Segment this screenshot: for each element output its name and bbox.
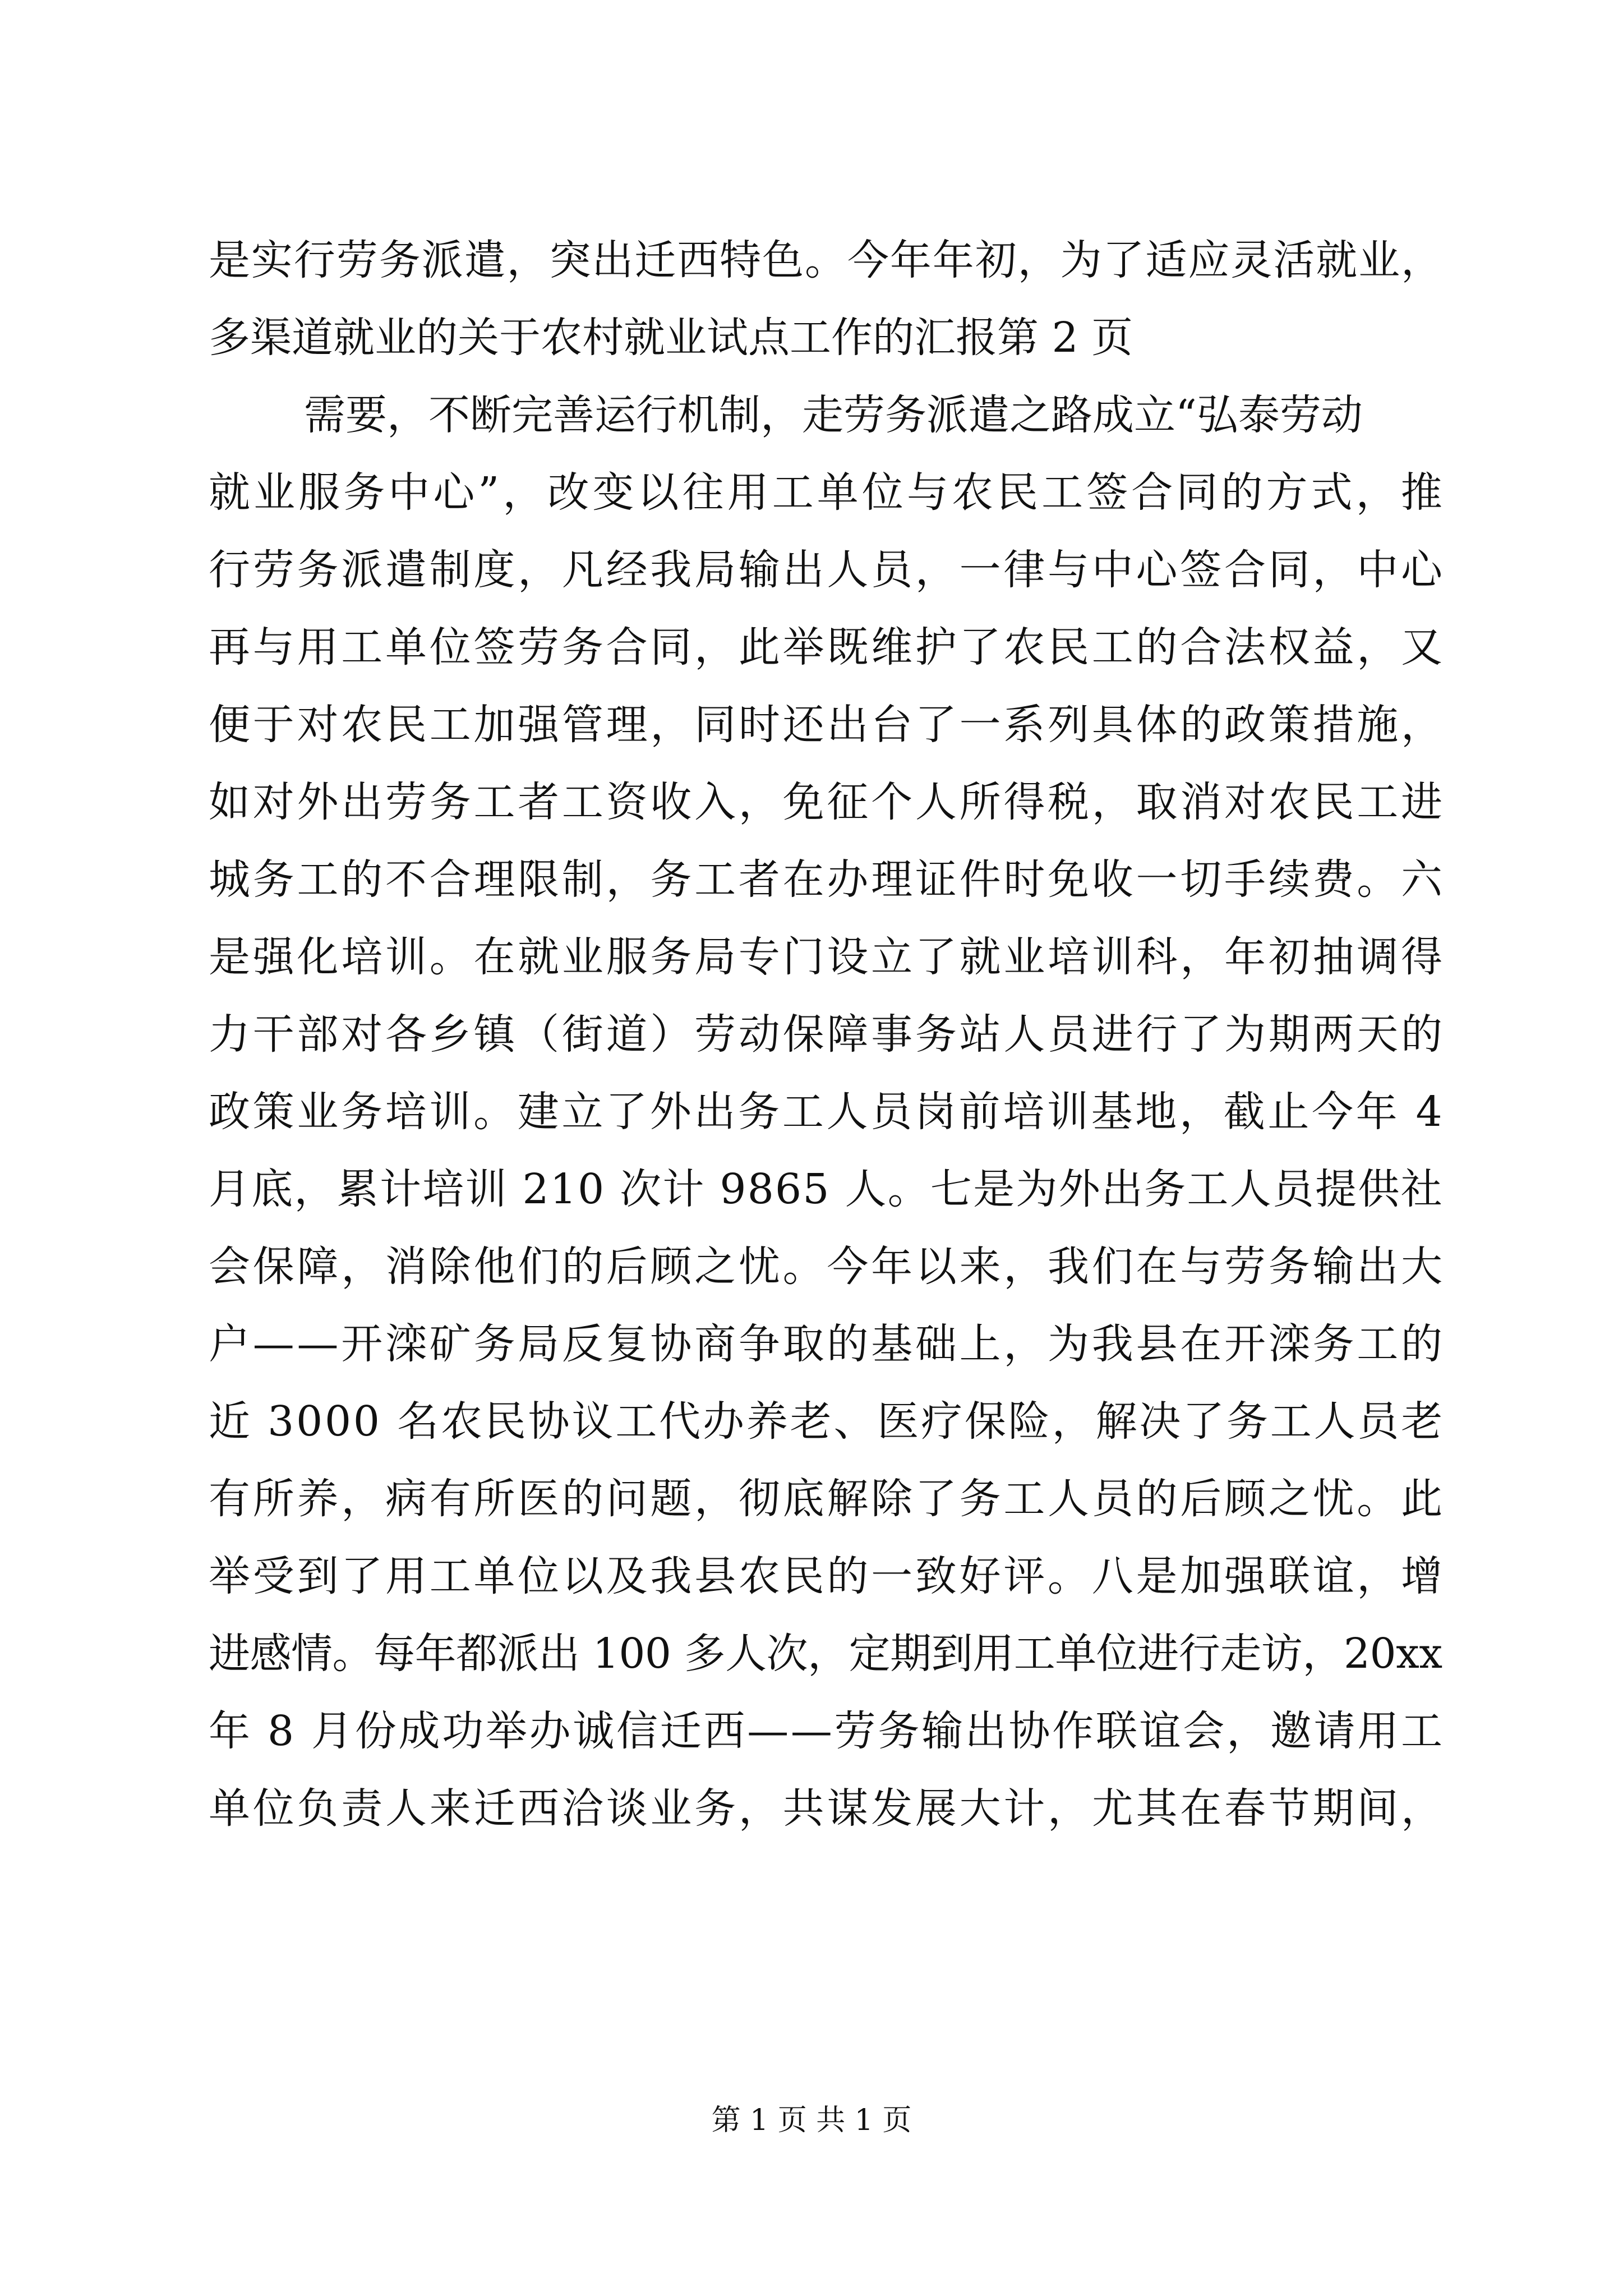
text-line: 是实行劳务派遣，突出迁西特色。今年年初，为了适应灵活就业， xyxy=(209,236,1444,284)
text-line: 多渠道就业的关于农村就业试点工作的汇报第 2 页 xyxy=(209,314,1133,362)
text-line: 城务工的不合理限制，务工者在办理证件时免收一切手续费。六 xyxy=(209,855,1445,904)
text-line: 进感情。每年都派出 100 多人次，定期到用工单位进行走访，20xx xyxy=(209,1630,1442,1678)
text-line: 会保障，消除他们的后顾之忧。今年以来，我们在与劳务输出大 xyxy=(209,1243,1445,1291)
text-line: 举受到了用工单位以及我县农民的一致好评。八是加强联谊，增 xyxy=(209,1552,1445,1600)
page-number-label: 第 1 页 共 1 页 xyxy=(711,2104,912,2137)
text-line: 便于对农民工加强管理，同时还出台了一系列具体的政策措施， xyxy=(209,701,1445,749)
text-line: 年 8 月份成功举办诚信迁西——劳务输出协作联谊会，邀请用工 xyxy=(209,1707,1445,1755)
text-line-paragraph-start: 需要，不断完善运行机制，走劳务派遣之路成立“弘泰劳动 xyxy=(304,391,1363,439)
text-line: 力干部对各乡镇（街道）劳动保障事务站人员进行了为期两天的 xyxy=(209,1010,1445,1059)
text-line: 行劳务派遣制度，凡经我局输出人员，一律与中心签合同，中心 xyxy=(209,546,1445,594)
text-line: 户——开滦矿务局反复协商争取的基础上，为我县在开滦务工的 xyxy=(209,1320,1445,1368)
text-line: 月底，累计培训 210 次计 9865 人。七是为外出务工人员提供社 xyxy=(209,1165,1444,1213)
text-line: 近 3000 名农民协议工代办养老、医疗保险，解决了务工人员老 xyxy=(209,1397,1445,1446)
text-line: 就业服务中心”，改变以往用工单位与农民工签合同的方式，推 xyxy=(209,468,1446,517)
text-line: 单位负责人来迁西洽谈业务，共谋发展大计，尤其在春节期间， xyxy=(209,1784,1445,1833)
text-line: 再与用工单位签劳务合同，此举既维护了农民工的合法权益，又 xyxy=(209,623,1445,671)
page-footer xyxy=(0,2101,1623,2140)
text-line: 是强化培训。在就业服务局专门设立了就业培训科，年初抽调得 xyxy=(209,933,1445,981)
document-body xyxy=(209,222,1446,1847)
text-line: 政策业务培训。建立了外出务工人员岗前培训基地，截止今年 4 xyxy=(209,1088,1445,1136)
text-line: 有所养，病有所医的问题，彻底解除了务工人员的后顾之忧。此 xyxy=(209,1475,1445,1523)
text-line: 如对外出劳务工者工资收入，免征个人所得税，取消对农民工进 xyxy=(209,778,1445,826)
